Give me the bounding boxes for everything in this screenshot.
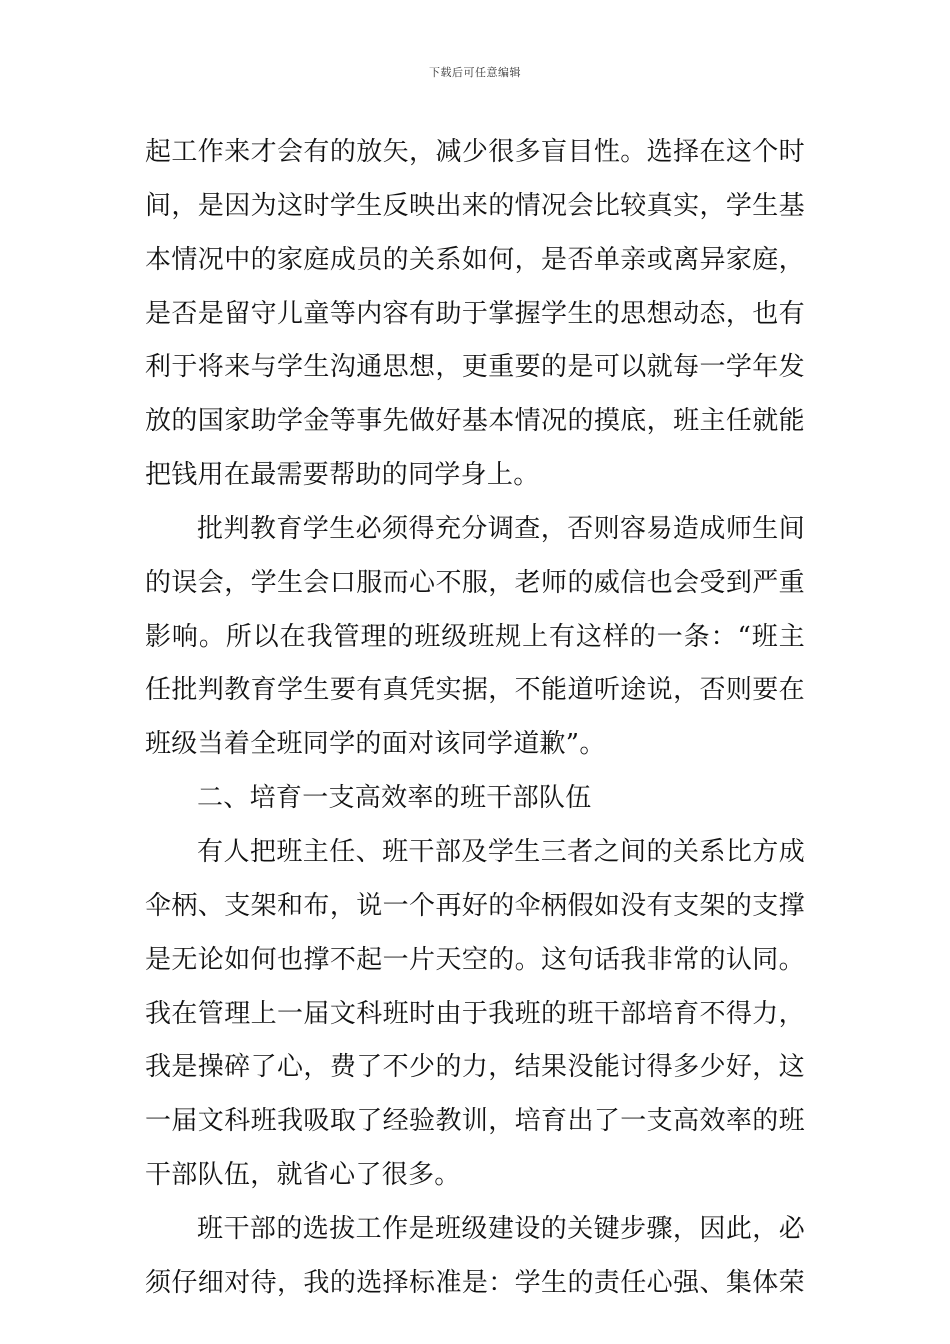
text-line: 放的国家助学金等事先做好基本情况的摸底，班主任就能 <box>145 406 805 437</box>
text-line: 起工作来才会有的放矢，减少很多盲目性。选择在这个时 <box>145 137 805 167</box>
text-line: 任批判教育学生要有真凭实据，不能道听途说，否则要在 <box>145 675 805 706</box>
paragraph-start-line: 有人把班主任、班干部及学生三者之间的关系比方成 <box>197 836 805 867</box>
text-line: 是无论如何也撑不起一片天空的。这句话我非常的认同。 <box>145 944 805 975</box>
text-line: 我在管理上一届文科班时由于我班的班干部培育不得力， <box>145 998 805 1029</box>
text-line: 本情况中的家庭成员的关系如何，是否单亲或离异家庭， <box>145 244 805 275</box>
text-line: 须仔细对待，我的选择标准是：学生的责任心强、集体荣 <box>145 1267 805 1298</box>
text-line: 间，是因为这时学生反映出来的情况会比较真实，学生基 <box>145 190 805 221</box>
text-line: 是否是留守儿童等内容有助于掌握学生的思想动态，也有 <box>145 298 805 329</box>
text-line: 把钱用在最需要帮助的同学身上。 <box>145 460 540 491</box>
document-body <box>145 126 805 1311</box>
text-line: 一届文科班我吸取了经验教训，培育出了一支高效率的班 <box>145 1106 805 1137</box>
page-header: 下载后可任意编辑 <box>429 66 521 79</box>
text-line: 的误会，学生会口服而心不服，老师的威信也会受到严重 <box>145 567 805 598</box>
text-line: 影响。所以在我管理的班级班规上有这样的一条：“班主 <box>145 621 805 652</box>
section-heading: 二、培育一支高效率的班干部队伍 <box>197 783 592 814</box>
text-line: 班级当着全班同学的面对该同学道歉”。 <box>145 729 606 760</box>
text-line: 干部队伍，就省心了很多。 <box>145 1160 461 1191</box>
paragraph-start-line: 批判教育学生必须得充分调查，否则容易造成师生间 <box>197 513 805 544</box>
text-line: 我是操碎了心，费了不少的力，结果没能讨得多少好，这 <box>145 1052 805 1083</box>
text-line: 伞柄、支架和布，说一个再好的伞柄假如没有支架的支撑 <box>145 890 805 921</box>
text-line: 利于将来与学生沟通思想，更重要的是可以就每一学年发 <box>145 352 805 383</box>
paragraph-start-line: 班干部的选拔工作是班级建设的关键步骤，因此，必 <box>197 1213 805 1244</box>
